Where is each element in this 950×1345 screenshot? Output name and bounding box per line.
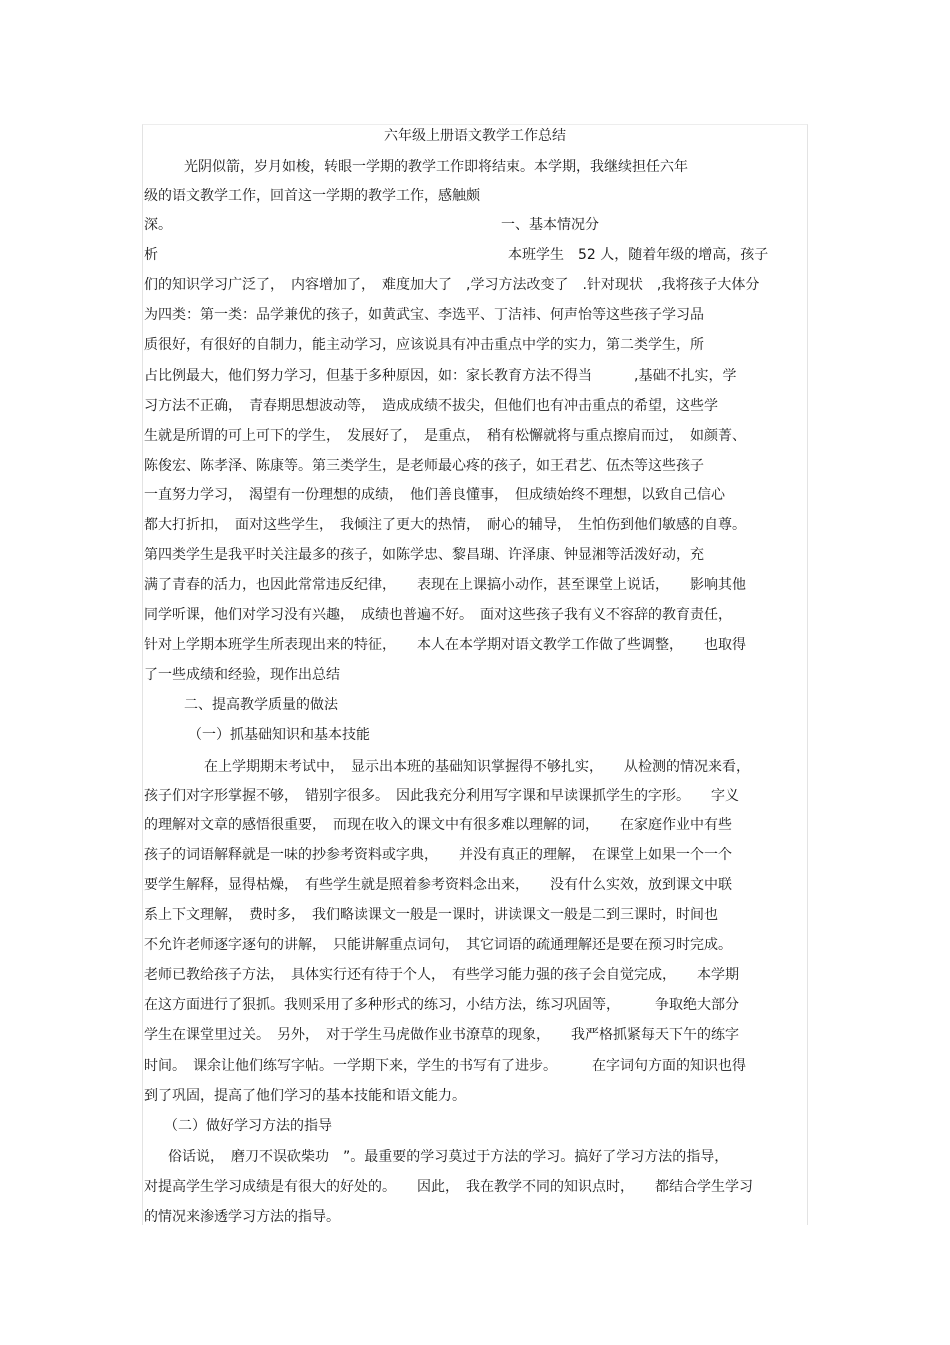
- paragraph-line: 老师已教给孩子方法， 具体实行还有待于个人， 有些学习能力强的孩子会自觉完成， 本学期: [144, 967, 739, 983]
- paragraph-line: 同学听课，他们对学习没有兴趣， 成绩也普遍不好。 面对这些孩子我有义不容辞的教育责任，: [144, 607, 732, 623]
- paragraph-line: 了一些成绩和经验，现作出总结: [144, 667, 340, 683]
- paragraph-line: 孩子们对字形掌握不够， 错别字很多。 因此我充分利用写字课和早读课抓学生的字形。 字义: [144, 788, 739, 804]
- paragraph-line: 针对上学期本班学生所表现出来的特征， 本人在本学期对语文教学工作做了些调整， 也取得: [144, 637, 746, 653]
- paragraph-line: 质很好，有很好的自制力，能主动学习，应该说具有冲击重点中学的实力，第二类学生，所: [144, 337, 704, 353]
- paragraph-line: 时间。 课余让他们练写字帖。一学期下来，学生的书写有了进步。 在字词句方面的知识也得: [144, 1058, 746, 1074]
- paragraph-line: 析 本班学生 52 人，随着年级的增高，孩子: [144, 247, 769, 263]
- paragraph-line: 俗话说， 磨刀不误砍柴功 ”。最重要的学习莫过于方法的学习。搞好了学习方法的指导，: [168, 1149, 729, 1165]
- paragraph-line: 到了巩固，提高了他们学习的基本技能和语文能力。: [144, 1088, 466, 1104]
- paragraph-line: 一直努力学习， 渴望有一份理想的成绩， 他们善良懂事， 但成绩始终不理想，以致自己信心: [144, 487, 725, 503]
- paragraph-line: 在这方面进行了狠抓。我则采用了多种形式的练习，小结方法，练习巩固等， 争取绝大部分: [144, 997, 739, 1013]
- paragraph-line: 孩子的词语解释就是一味的抄参考资料或字典， 并没有真正的理解， 在课堂上如果一个一个: [144, 847, 732, 863]
- paragraph-line: 光阴似箭，岁月如梭，转眼一学期的教学工作即将结束。本学期，我继续担任六年: [184, 159, 688, 175]
- paragraph-line: 对提高学生学习成绩是有很大的好处的。 因此， 我在教学不同的知识点时， 都结合学生学习: [144, 1179, 753, 1195]
- paragraph-line: 陈俊宏、陈孝泽、陈康等。第三类学生，是老师最心疼的孩子，如王君艺、伍杰等这些孩子: [144, 458, 704, 474]
- paragraph-line: 们的知识学习广泛了， 内容增加了， 难度加大了 ,学习方法改变了 .针对现状 ,我将孩子大体分: [144, 277, 760, 293]
- document-title: 六年级上册语文教学工作总结: [384, 128, 566, 144]
- paragraph-line: 级的语文教学工作，回首这一学期的教学工作，感触颇: [144, 188, 480, 204]
- subsection-heading: （二）做好学习方法的指导: [164, 1118, 332, 1134]
- paragraph-line: 的理解对文章的感悟很重要， 而现在收入的课文中有很多难以理解的词， 在家庭作业中有些: [144, 817, 732, 833]
- paragraph-line: 习方法不正确， 青春期思想波动等， 造成成绩不拔尖，但他们也有冲击重点的希望，这些学: [144, 398, 718, 414]
- paragraph-line: 生就是所谓的可上可下的学生， 发展好了， 是重点， 稍有松懈就将与重点擦肩而过， 如颜菁、: [144, 428, 746, 444]
- paragraph-line: 满了青春的活力，也因此常常违反纪律， 表现在上课搞小动作，甚至课堂上说话， 影响其他: [144, 577, 746, 593]
- paragraph-line: 都大打折扣， 面对这些学生， 我倾注了更大的热情， 耐心的辅导， 生怕伤到他们敏感的自尊。: [144, 517, 746, 533]
- paragraph-line: 在上学期期末考试中， 显示出本班的基础知识掌握得不够扎实， 从检测的情况来看，: [204, 759, 750, 775]
- paragraph-line: 不允许老师逐字逐句的讲解， 只能讲解重点词句， 其它词语的疏通理解还是要在预习时完成。: [144, 937, 732, 953]
- paragraph-line: 为四类：第一类：品学兼优的孩子，如黄武宝、李选平、丁洁祎、何声怡等这些孩子学习品: [144, 307, 704, 323]
- paragraph-line: 第四类学生是我平时关注最多的孩子，如陈学忠、黎昌瑚、许泽康、钟显湘等活泼好动，充: [144, 547, 704, 563]
- paragraph-line: 的情况来渗透学习方法的指导。: [144, 1209, 340, 1225]
- paragraph-line: 深。 一、基本情况分: [144, 217, 599, 233]
- subsection-heading: （一）抓基础知识和基本技能: [188, 727, 370, 743]
- paragraph-line: 占比例最大，他们努力学习，但基于多种原因，如：家长教育方法不得当 ,基础不扎实，学: [144, 368, 737, 384]
- section-heading: 二、提高教学质量的做法: [184, 697, 338, 713]
- paragraph-line: 系上下文理解， 费时多， 我们略读课文一般是一课时，讲读课文一般是二到三课时，时间也: [144, 907, 718, 923]
- paragraph-line: 要学生解释，显得枯燥， 有些学生就是照着参考资料念出来， 没有什么实效，放到课文中联: [144, 877, 732, 893]
- paragraph-line: 学生在课堂里过关。 另外， 对于学生马虎做作业书潦草的现象， 我严格抓紧每天下午的练字: [144, 1027, 739, 1043]
